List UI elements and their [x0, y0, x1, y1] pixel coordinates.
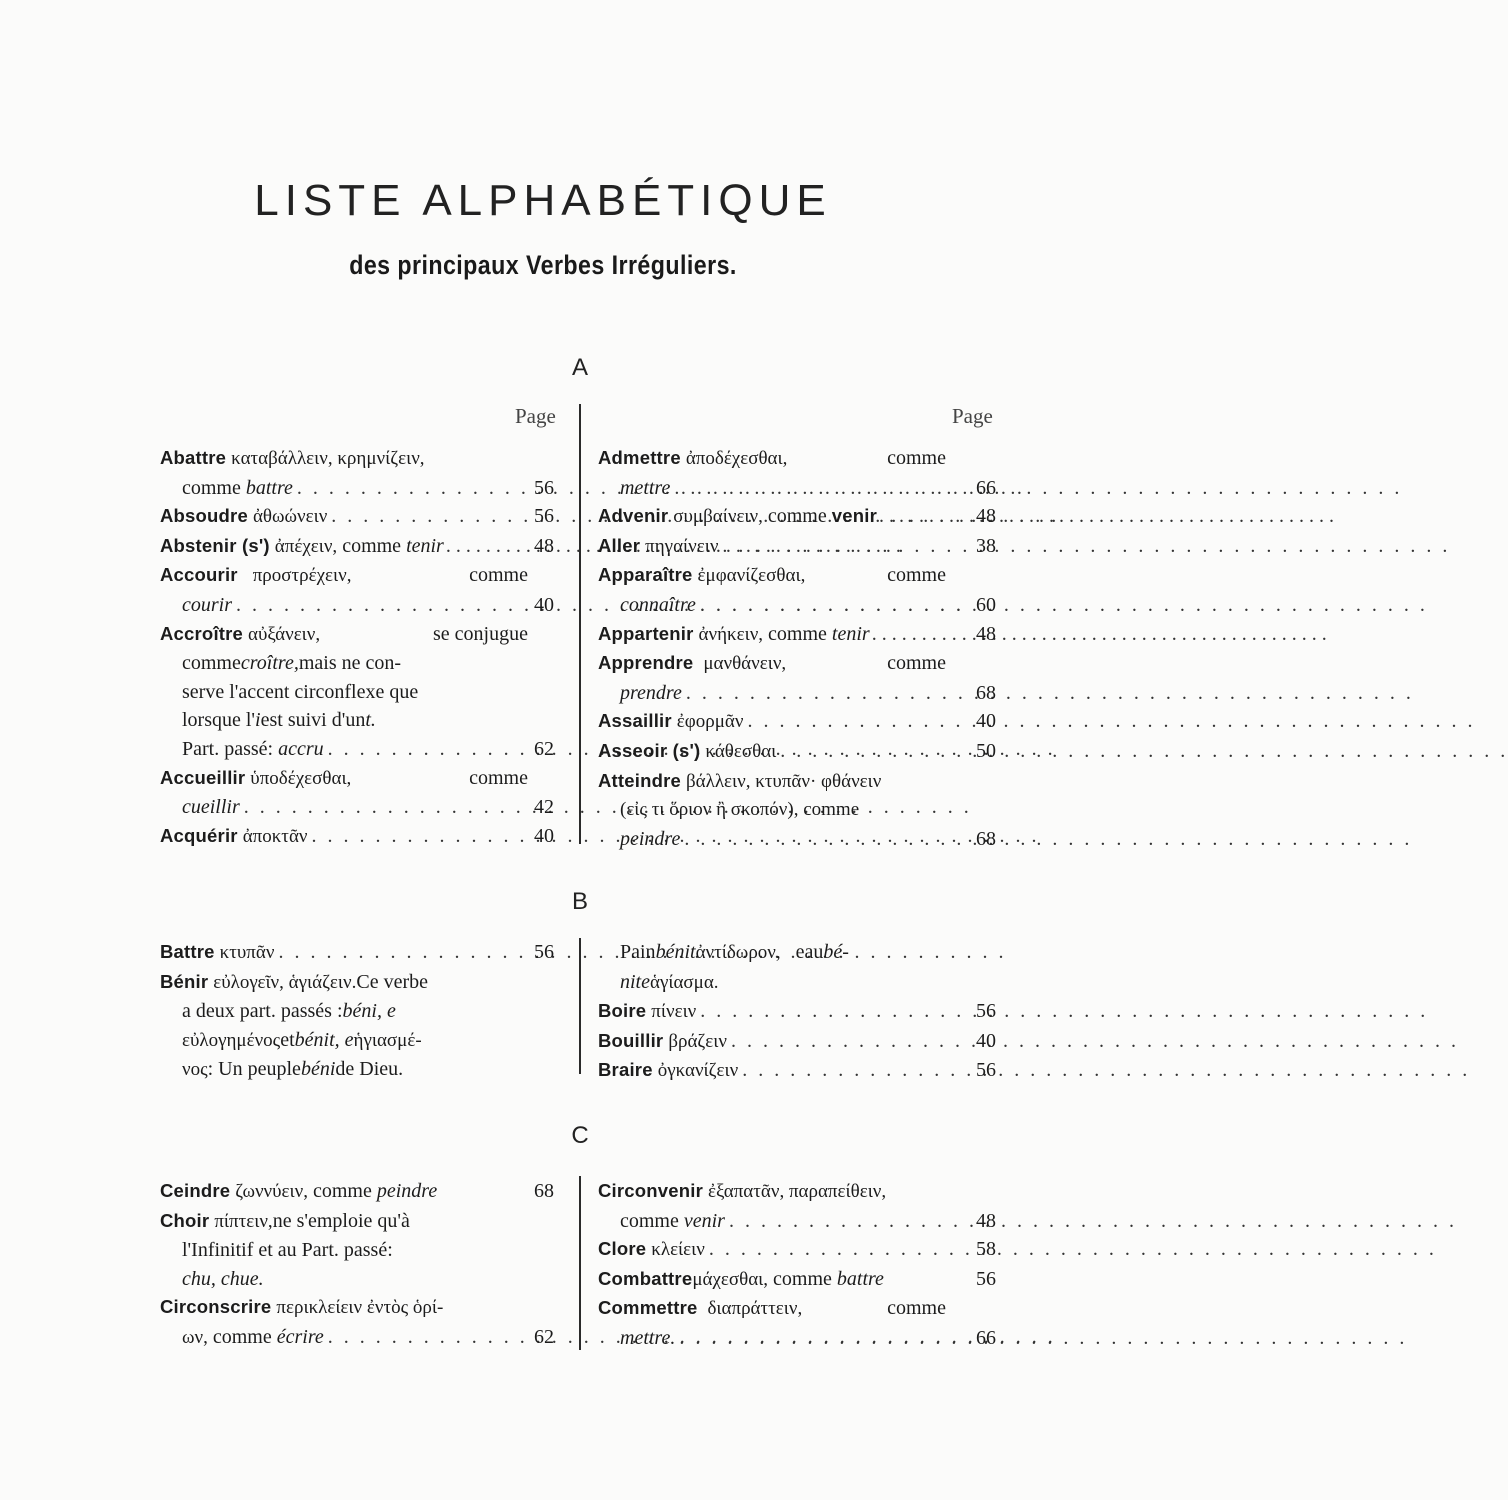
entry-pain-benit: Pain bénit ἀντίδωρον, eau bé- nite ἁγίασμα.	[620, 941, 849, 993]
page-number: 66	[976, 476, 996, 499]
section-b-right-column	[598, 938, 996, 1086]
entry-abattre: Abattre καταβάλλειν, κρημνίζειν, comme battre . . . 56	[160, 444, 554, 502]
entry-admettre: Admettre ἀποδέχεσθαι, comme mettre . . . 66	[598, 444, 996, 502]
page-number: 66	[976, 1326, 996, 1349]
section-letter-b: B	[571, 888, 588, 915]
page-number: 58	[976, 1238, 996, 1261]
section-a-right-column	[598, 444, 996, 853]
entry-accourir: Accourir προστρέχειν, comme courir . . . 40	[160, 561, 554, 619]
page-number: 62	[534, 737, 554, 760]
entry-absoudre: Absoudre ἀθωώνειν . . . 56	[160, 502, 554, 532]
page-number: 56	[534, 505, 554, 528]
entry-abstenir: Abstenir (s') ἀπέχειν, comme tenir . . . 48	[160, 532, 554, 562]
section-c-left-column	[160, 1177, 554, 1353]
page-number: 40	[976, 1029, 996, 1052]
page-title: LISTE ALPHABÉTIQUE	[254, 176, 832, 225]
page-number: 42	[534, 796, 554, 819]
page-subtitle: des principaux Verbes Irréguliers.	[349, 250, 737, 280]
entry-commettre: Commettre διαπράττειν, comme mettre. . . . 66	[598, 1294, 996, 1352]
entry-assaillir: Assaillir ἐφορμᾶν . . . 40	[598, 707, 996, 737]
section-letter-c: C	[571, 1122, 589, 1149]
page-number: 68	[534, 1180, 554, 1202]
page-number: 48	[534, 534, 554, 557]
entry-aller: Aller πηγαίνειν . . . 38	[598, 532, 996, 562]
section-b-left-column	[160, 938, 554, 1085]
page-number: 48	[976, 1209, 996, 1232]
page-number: 56	[534, 941, 554, 963]
page-number: 50	[976, 739, 996, 762]
page-number: 48	[976, 622, 996, 645]
page-column-label-left: Page	[515, 404, 556, 428]
entry-advenir: Advenir συμβαίνειν, comme venir . . . 48	[598, 502, 996, 532]
entry-benir: Bénir εὐλογεῖν, ἁγιάζειν. Ce verbe a deux part. passés : béni, e εὐλογημένος et bénit, e ἡγιασμέ- νος : Un peuple béni de Dieu.	[160, 970, 429, 1081]
entry-clore: Clore κλείειν . . . 58	[598, 1235, 996, 1265]
page-number: 40	[976, 710, 996, 733]
page-number: 56	[976, 1267, 996, 1290]
entry-atteindre: Atteindre βάλλειν, κτυπᾶν· φθάνειν (εἰς τι ὅριον ἢ σκοπόν), comme peindre . . . 68	[598, 767, 996, 854]
page-number: 62	[534, 1325, 554, 1348]
page-number: 60	[976, 593, 996, 616]
column-divider	[579, 1176, 581, 1350]
entry-choir: Choir πίπτειν, ne s'emploie qu'à l'Infinitif et au Part. passé: chu, chue.	[160, 1209, 410, 1290]
page-column-label-right: Page	[952, 404, 993, 428]
page-number: 56	[976, 1059, 996, 1082]
entry-boire: Boire πίνειν . . . 56	[598, 997, 996, 1027]
entry-bouillir: Bouillir βράζειν . . . 40	[598, 1027, 996, 1057]
entry-circonscrire: Circonscrire περικλείειν ἐντὸς ὁρί- ων, comme écrire . . . 62	[160, 1293, 554, 1352]
column-divider	[579, 404, 581, 844]
entry-battre: Battre κτυπᾶν . . . 56	[160, 938, 554, 968]
entry-asseoir: Asseoir (s') κάθεσθαι . . . 50	[598, 737, 996, 767]
page-number: 48	[976, 505, 996, 528]
page-number: 68	[976, 681, 996, 704]
entry-accueillir: Accueillir ὑποδέχεσθαι, comme cueillir . . . 42	[160, 764, 554, 822]
page-number: 68	[976, 827, 996, 850]
page-number: 56	[534, 476, 554, 499]
section-c-right-column	[598, 1177, 996, 1353]
section-letter-a: A	[571, 354, 588, 381]
entry-appartenir: Appartenir ἀνήκειν, comme tenir . . . 48	[598, 620, 996, 650]
page-number: 40	[534, 593, 554, 616]
section-a-left-column	[160, 444, 554, 851]
entry-circonvenir: Circonvenir ἐξαπατᾶν, παραπείθειν, comme venir . . . 48	[598, 1177, 996, 1235]
entry-accroitre: Accroître αὐξάνειν, se conjugue comme croître, mais ne con- serve l'accent circonflexe que lorsque l' i est suivi d'un t. Part. passé: accru . . . 62	[160, 620, 554, 764]
page-number: 40	[534, 824, 554, 847]
entry-ceindre: Ceindre ζωννύειν, comme peindre 68	[160, 1177, 554, 1207]
page-number: 56	[976, 1000, 996, 1023]
entry-apprendre: Apprendre μανθάνειν, comme prendre . . . 68	[598, 649, 996, 707]
page-number: 38	[976, 534, 996, 557]
entry-acquerir: Acquérir ἀποκτᾶν . . . 40	[160, 822, 554, 852]
entry-combattre: Combattreμάχεσθαι, comme battre 56	[598, 1265, 996, 1295]
entry-braire: Braire ὀγκανίζειν . . . 56	[598, 1056, 996, 1086]
entry-apparaitre: Apparaître ἐμφανίζεσθαι, comme connaître . . . 60	[598, 561, 996, 619]
